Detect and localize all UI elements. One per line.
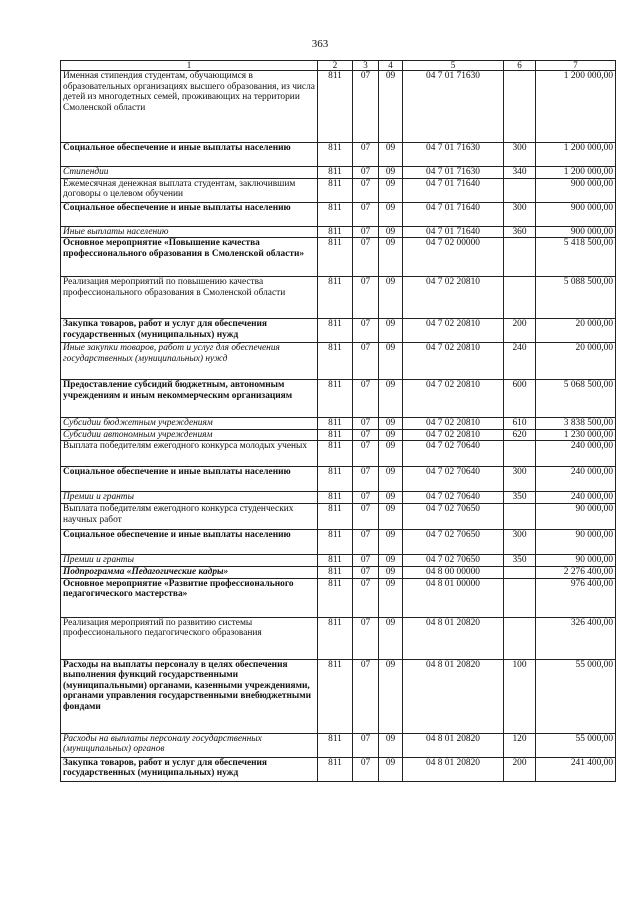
- section-code-cell: 07: [353, 167, 379, 179]
- ministry-code-cell: 811: [318, 380, 353, 418]
- section-code-cell: 07: [353, 554, 379, 566]
- target-article-cell: 04 8 01 20820: [403, 757, 504, 781]
- target-article-cell: 04 7 02 20810: [403, 343, 504, 380]
- subsection-code-cell: 09: [379, 167, 403, 179]
- header-cell: 2: [318, 61, 353, 71]
- expense-type-cell: 200: [504, 319, 536, 343]
- section-code-cell: 07: [353, 441, 379, 467]
- section-code-cell: 07: [353, 659, 379, 733]
- target-article-cell: 04 7 02 20810: [403, 429, 504, 441]
- target-article-cell: 04 7 02 70650: [403, 529, 504, 554]
- page-number: 363: [311, 38, 329, 50]
- row-name-cell: Закупка товаров, работ и услуг для обеспечения государственных (муниципальных) нужд: [61, 319, 318, 343]
- amount-cell: 2 276 400,00: [536, 566, 616, 578]
- row-name-cell: Социальное обеспечение и иные выплаты населению: [61, 529, 318, 554]
- table-row: [61, 343, 616, 380]
- row-name-cell: Предоставление субсидий бюджетным, автономным учреждениям и иным некоммерческим организациям: [61, 380, 318, 418]
- table-row: [61, 757, 616, 781]
- section-code-cell: 07: [353, 566, 379, 578]
- table-row: [61, 418, 616, 430]
- amount-cell: 1 200 000,00: [536, 71, 616, 143]
- ministry-code-cell: 811: [318, 429, 353, 441]
- ministry-code-cell: 811: [318, 492, 353, 504]
- expense-type-cell: [504, 71, 536, 143]
- subsection-code-cell: 09: [379, 418, 403, 430]
- subsection-code-cell: 09: [379, 319, 403, 343]
- subsection-code-cell: 09: [379, 467, 403, 492]
- expense-type-cell: [504, 566, 536, 578]
- row-name-cell: Субсидии автономным учреждениям: [61, 429, 318, 441]
- subsection-code-cell: 09: [379, 503, 403, 529]
- amount-cell: 240 000,00: [536, 441, 616, 467]
- amount-cell: 241 400,00: [536, 757, 616, 781]
- amount-cell: 55 000,00: [536, 659, 616, 733]
- row-name-cell: Иные закупки товаров, работ и услуг для обеспечения государственных (муниципальных) нужд: [61, 343, 318, 380]
- expense-type-cell: 100: [504, 659, 536, 733]
- table-row: [61, 71, 616, 143]
- section-code-cell: 07: [353, 617, 379, 659]
- table-row: [61, 226, 616, 238]
- row-name-cell: Основное мероприятие «Развитие профессионального педагогического мастерства»: [61, 578, 318, 617]
- target-article-cell: 04 7 02 20810: [403, 380, 504, 418]
- header-cell: 7: [536, 61, 616, 71]
- amount-cell: 90 000,00: [536, 503, 616, 529]
- amount-cell: 1 230 000,00: [536, 429, 616, 441]
- expense-type-cell: 300: [504, 143, 536, 167]
- expense-type-cell: [504, 238, 536, 277]
- target-article-cell: 04 7 02 20810: [403, 418, 504, 430]
- target-article-cell: 04 7 02 70650: [403, 503, 504, 529]
- target-article-cell: 04 7 01 71630: [403, 167, 504, 179]
- ministry-code-cell: 811: [318, 578, 353, 617]
- budget-table: [60, 60, 616, 782]
- subsection-code-cell: 09: [379, 238, 403, 277]
- section-code-cell: 07: [353, 429, 379, 441]
- target-article-cell: 04 7 02 00000: [403, 238, 504, 277]
- header-cell: 4: [379, 61, 403, 71]
- row-name-cell: Основное мероприятие «Повышение качества профессионального образования в Смоленской области»: [61, 238, 318, 277]
- ministry-code-cell: 811: [318, 143, 353, 167]
- expense-type-cell: 360: [504, 226, 536, 238]
- row-name-cell: Расходы на выплаты персоналу государственных (муниципальных) органов: [61, 733, 318, 757]
- subsection-code-cell: 09: [379, 143, 403, 167]
- table-row: [61, 578, 616, 617]
- row-name-cell: Закупка товаров, работ и услуг для обеспечения государственных (муниципальных) нужд: [61, 757, 318, 781]
- amount-cell: 240 000,00: [536, 492, 616, 504]
- row-name-cell: Премии и гранты: [61, 554, 318, 566]
- row-name-cell: Социальное обеспечение и иные выплаты населению: [61, 467, 318, 492]
- section-code-cell: 07: [353, 467, 379, 492]
- section-code-cell: 07: [353, 492, 379, 504]
- expense-type-cell: 300: [504, 529, 536, 554]
- expense-type-cell: [504, 578, 536, 617]
- subsection-code-cell: 09: [379, 429, 403, 441]
- subsection-code-cell: 09: [379, 757, 403, 781]
- section-code-cell: 07: [353, 757, 379, 781]
- subsection-code-cell: 09: [379, 617, 403, 659]
- section-code-cell: 07: [353, 503, 379, 529]
- table-row: [61, 467, 616, 492]
- row-name-cell: Реализация мероприятий по повышению качества профессионального образования в Смоленской области: [61, 277, 318, 319]
- table-row: [61, 617, 616, 659]
- amount-cell: 900 000,00: [536, 202, 616, 226]
- subsection-code-cell: 09: [379, 733, 403, 757]
- subsection-code-cell: 09: [379, 529, 403, 554]
- ministry-code-cell: 811: [318, 659, 353, 733]
- ministry-code-cell: 811: [318, 319, 353, 343]
- ministry-code-cell: 811: [318, 733, 353, 757]
- amount-cell: 55 000,00: [536, 733, 616, 757]
- amount-cell: 90 000,00: [536, 529, 616, 554]
- ministry-code-cell: 811: [318, 343, 353, 380]
- table-row: [61, 238, 616, 277]
- amount-cell: 20 000,00: [536, 319, 616, 343]
- ministry-code-cell: 811: [318, 277, 353, 319]
- table-body: [61, 71, 616, 782]
- table-row: [61, 733, 616, 757]
- expense-type-cell: 620: [504, 429, 536, 441]
- row-name-cell: Ежемесячная денежная выплата студентам, заключившим договоры о целевом обучении: [61, 178, 318, 202]
- row-name-cell: Именная стипендия студентам, обучающимся в образовательных организациях высшего образования, из числа детей из многодетных семей, проживающих на территории Смоленской области: [61, 71, 318, 143]
- section-code-cell: 07: [353, 277, 379, 319]
- section-code-cell: 07: [353, 319, 379, 343]
- row-name-cell: Социальное обеспечение и иные выплаты населению: [61, 143, 318, 167]
- amount-cell: 900 000,00: [536, 178, 616, 202]
- section-code-cell: 07: [353, 418, 379, 430]
- section-code-cell: 07: [353, 343, 379, 380]
- ministry-code-cell: 811: [318, 238, 353, 277]
- header-cell: 3: [353, 61, 379, 71]
- expense-type-cell: 200: [504, 757, 536, 781]
- expense-type-cell: 350: [504, 554, 536, 566]
- row-name-cell: Стипендии: [61, 167, 318, 179]
- ministry-code-cell: 811: [318, 503, 353, 529]
- table-row: [61, 659, 616, 733]
- row-name-cell: Расходы на выплаты персоналу в целях обеспечения выполнения функций государственными (муниципальными) органами, казенными учреждениями, органами управления государственными внебюджетными фондами: [61, 659, 318, 733]
- header-cell: 5: [403, 61, 504, 71]
- section-code-cell: 07: [353, 733, 379, 757]
- section-code-cell: 07: [353, 529, 379, 554]
- subsection-code-cell: 09: [379, 441, 403, 467]
- target-article-cell: 04 7 01 71640: [403, 202, 504, 226]
- ministry-code-cell: 811: [318, 467, 353, 492]
- expense-type-cell: [504, 178, 536, 202]
- section-code-cell: 07: [353, 238, 379, 277]
- amount-cell: 90 000,00: [536, 554, 616, 566]
- ministry-code-cell: 811: [318, 71, 353, 143]
- table-row: [61, 277, 616, 319]
- table-row: [61, 178, 616, 202]
- header-cell: 1: [61, 61, 318, 71]
- row-name-cell: Премии и гранты: [61, 492, 318, 504]
- subsection-code-cell: 09: [379, 554, 403, 566]
- row-name-cell: Иные выплаты населению: [61, 226, 318, 238]
- target-article-cell: 04 7 02 70640: [403, 467, 504, 492]
- ministry-code-cell: 811: [318, 566, 353, 578]
- target-article-cell: 04 7 02 20810: [403, 319, 504, 343]
- target-article-cell: 04 7 01 71630: [403, 143, 504, 167]
- amount-cell: 5 088 500,00: [536, 277, 616, 319]
- ministry-code-cell: 811: [318, 441, 353, 467]
- amount-cell: 326 400,00: [536, 617, 616, 659]
- ministry-code-cell: 811: [318, 226, 353, 238]
- section-code-cell: 07: [353, 202, 379, 226]
- section-code-cell: 07: [353, 226, 379, 238]
- ministry-code-cell: 811: [318, 529, 353, 554]
- subsection-code-cell: 09: [379, 380, 403, 418]
- target-article-cell: 04 8 01 20820: [403, 617, 504, 659]
- ministry-code-cell: 811: [318, 178, 353, 202]
- target-article-cell: 04 8 01 20820: [403, 733, 504, 757]
- target-article-cell: 04 8 01 00000: [403, 578, 504, 617]
- subsection-code-cell: 09: [379, 178, 403, 202]
- table-row: [61, 566, 616, 578]
- table-row: [61, 202, 616, 226]
- table-row: [61, 503, 616, 529]
- expense-type-cell: [504, 277, 536, 319]
- table-row: [61, 441, 616, 467]
- expense-type-cell: 350: [504, 492, 536, 504]
- table-row: [61, 529, 616, 554]
- subsection-code-cell: 09: [379, 71, 403, 143]
- target-article-cell: 04 7 02 70650: [403, 554, 504, 566]
- ministry-code-cell: 811: [318, 554, 353, 566]
- section-code-cell: 07: [353, 143, 379, 167]
- header-cell: 6: [504, 61, 536, 71]
- expense-type-cell: 120: [504, 733, 536, 757]
- ministry-code-cell: 811: [318, 167, 353, 179]
- target-article-cell: 04 7 01 71640: [403, 226, 504, 238]
- target-article-cell: 04 7 01 71630: [403, 71, 504, 143]
- row-name-cell: Выплата победителям ежегодного конкурса студенческих научных работ: [61, 503, 318, 529]
- expense-type-cell: 300: [504, 202, 536, 226]
- amount-cell: 240 000,00: [536, 467, 616, 492]
- row-name-cell: Выплата победителям ежегодного конкурса молодых ученых: [61, 441, 318, 467]
- target-article-cell: 04 8 00 00000: [403, 566, 504, 578]
- subsection-code-cell: 09: [379, 578, 403, 617]
- subsection-code-cell: 09: [379, 492, 403, 504]
- amount-cell: 3 838 500,00: [536, 418, 616, 430]
- table-row: [61, 143, 616, 167]
- amount-cell: 1 200 000,00: [536, 143, 616, 167]
- expense-type-cell: 600: [504, 380, 536, 418]
- amount-cell: 5 418 500,00: [536, 238, 616, 277]
- expense-type-cell: 240: [504, 343, 536, 380]
- ministry-code-cell: 811: [318, 202, 353, 226]
- row-name-cell: Социальное обеспечение и иные выплаты населению: [61, 202, 318, 226]
- table-row: [61, 554, 616, 566]
- expense-type-cell: [504, 441, 536, 467]
- header-row: [61, 61, 616, 71]
- ministry-code-cell: 811: [318, 757, 353, 781]
- subsection-code-cell: 09: [379, 566, 403, 578]
- row-name-cell: Реализация мероприятий по развитию системы профессионального педагогического образования: [61, 617, 318, 659]
- section-code-cell: 07: [353, 178, 379, 202]
- table-row: [61, 380, 616, 418]
- table-row: [61, 492, 616, 504]
- ministry-code-cell: 811: [318, 418, 353, 430]
- subsection-code-cell: 09: [379, 659, 403, 733]
- expense-type-cell: 300: [504, 467, 536, 492]
- target-article-cell: 04 7 01 71640: [403, 178, 504, 202]
- expense-type-cell: [504, 503, 536, 529]
- table-row: [61, 429, 616, 441]
- expense-type-cell: [504, 617, 536, 659]
- ministry-code-cell: 811: [318, 617, 353, 659]
- subsection-code-cell: 09: [379, 202, 403, 226]
- amount-cell: 1 200 000,00: [536, 167, 616, 179]
- section-code-cell: 07: [353, 380, 379, 418]
- row-name-cell: Подпрограмма «Педагогические кадры»: [61, 566, 318, 578]
- expense-type-cell: 340: [504, 167, 536, 179]
- target-article-cell: 04 7 02 70640: [403, 441, 504, 467]
- subsection-code-cell: 09: [379, 343, 403, 380]
- row-name-cell: Субсидии бюджетным учреждениям: [61, 418, 318, 430]
- amount-cell: 976 400,00: [536, 578, 616, 617]
- amount-cell: 900 000,00: [536, 226, 616, 238]
- amount-cell: 20 000,00: [536, 343, 616, 380]
- target-article-cell: 04 8 01 20820: [403, 659, 504, 733]
- subsection-code-cell: 09: [379, 226, 403, 238]
- table-row: [61, 167, 616, 179]
- section-code-cell: 07: [353, 578, 379, 617]
- table-row: [61, 319, 616, 343]
- expense-type-cell: 610: [504, 418, 536, 430]
- subsection-code-cell: 09: [379, 277, 403, 319]
- target-article-cell: 04 7 02 70640: [403, 492, 504, 504]
- amount-cell: 5 068 500,00: [536, 380, 616, 418]
- section-code-cell: 07: [353, 71, 379, 143]
- target-article-cell: 04 7 02 20810: [403, 277, 504, 319]
